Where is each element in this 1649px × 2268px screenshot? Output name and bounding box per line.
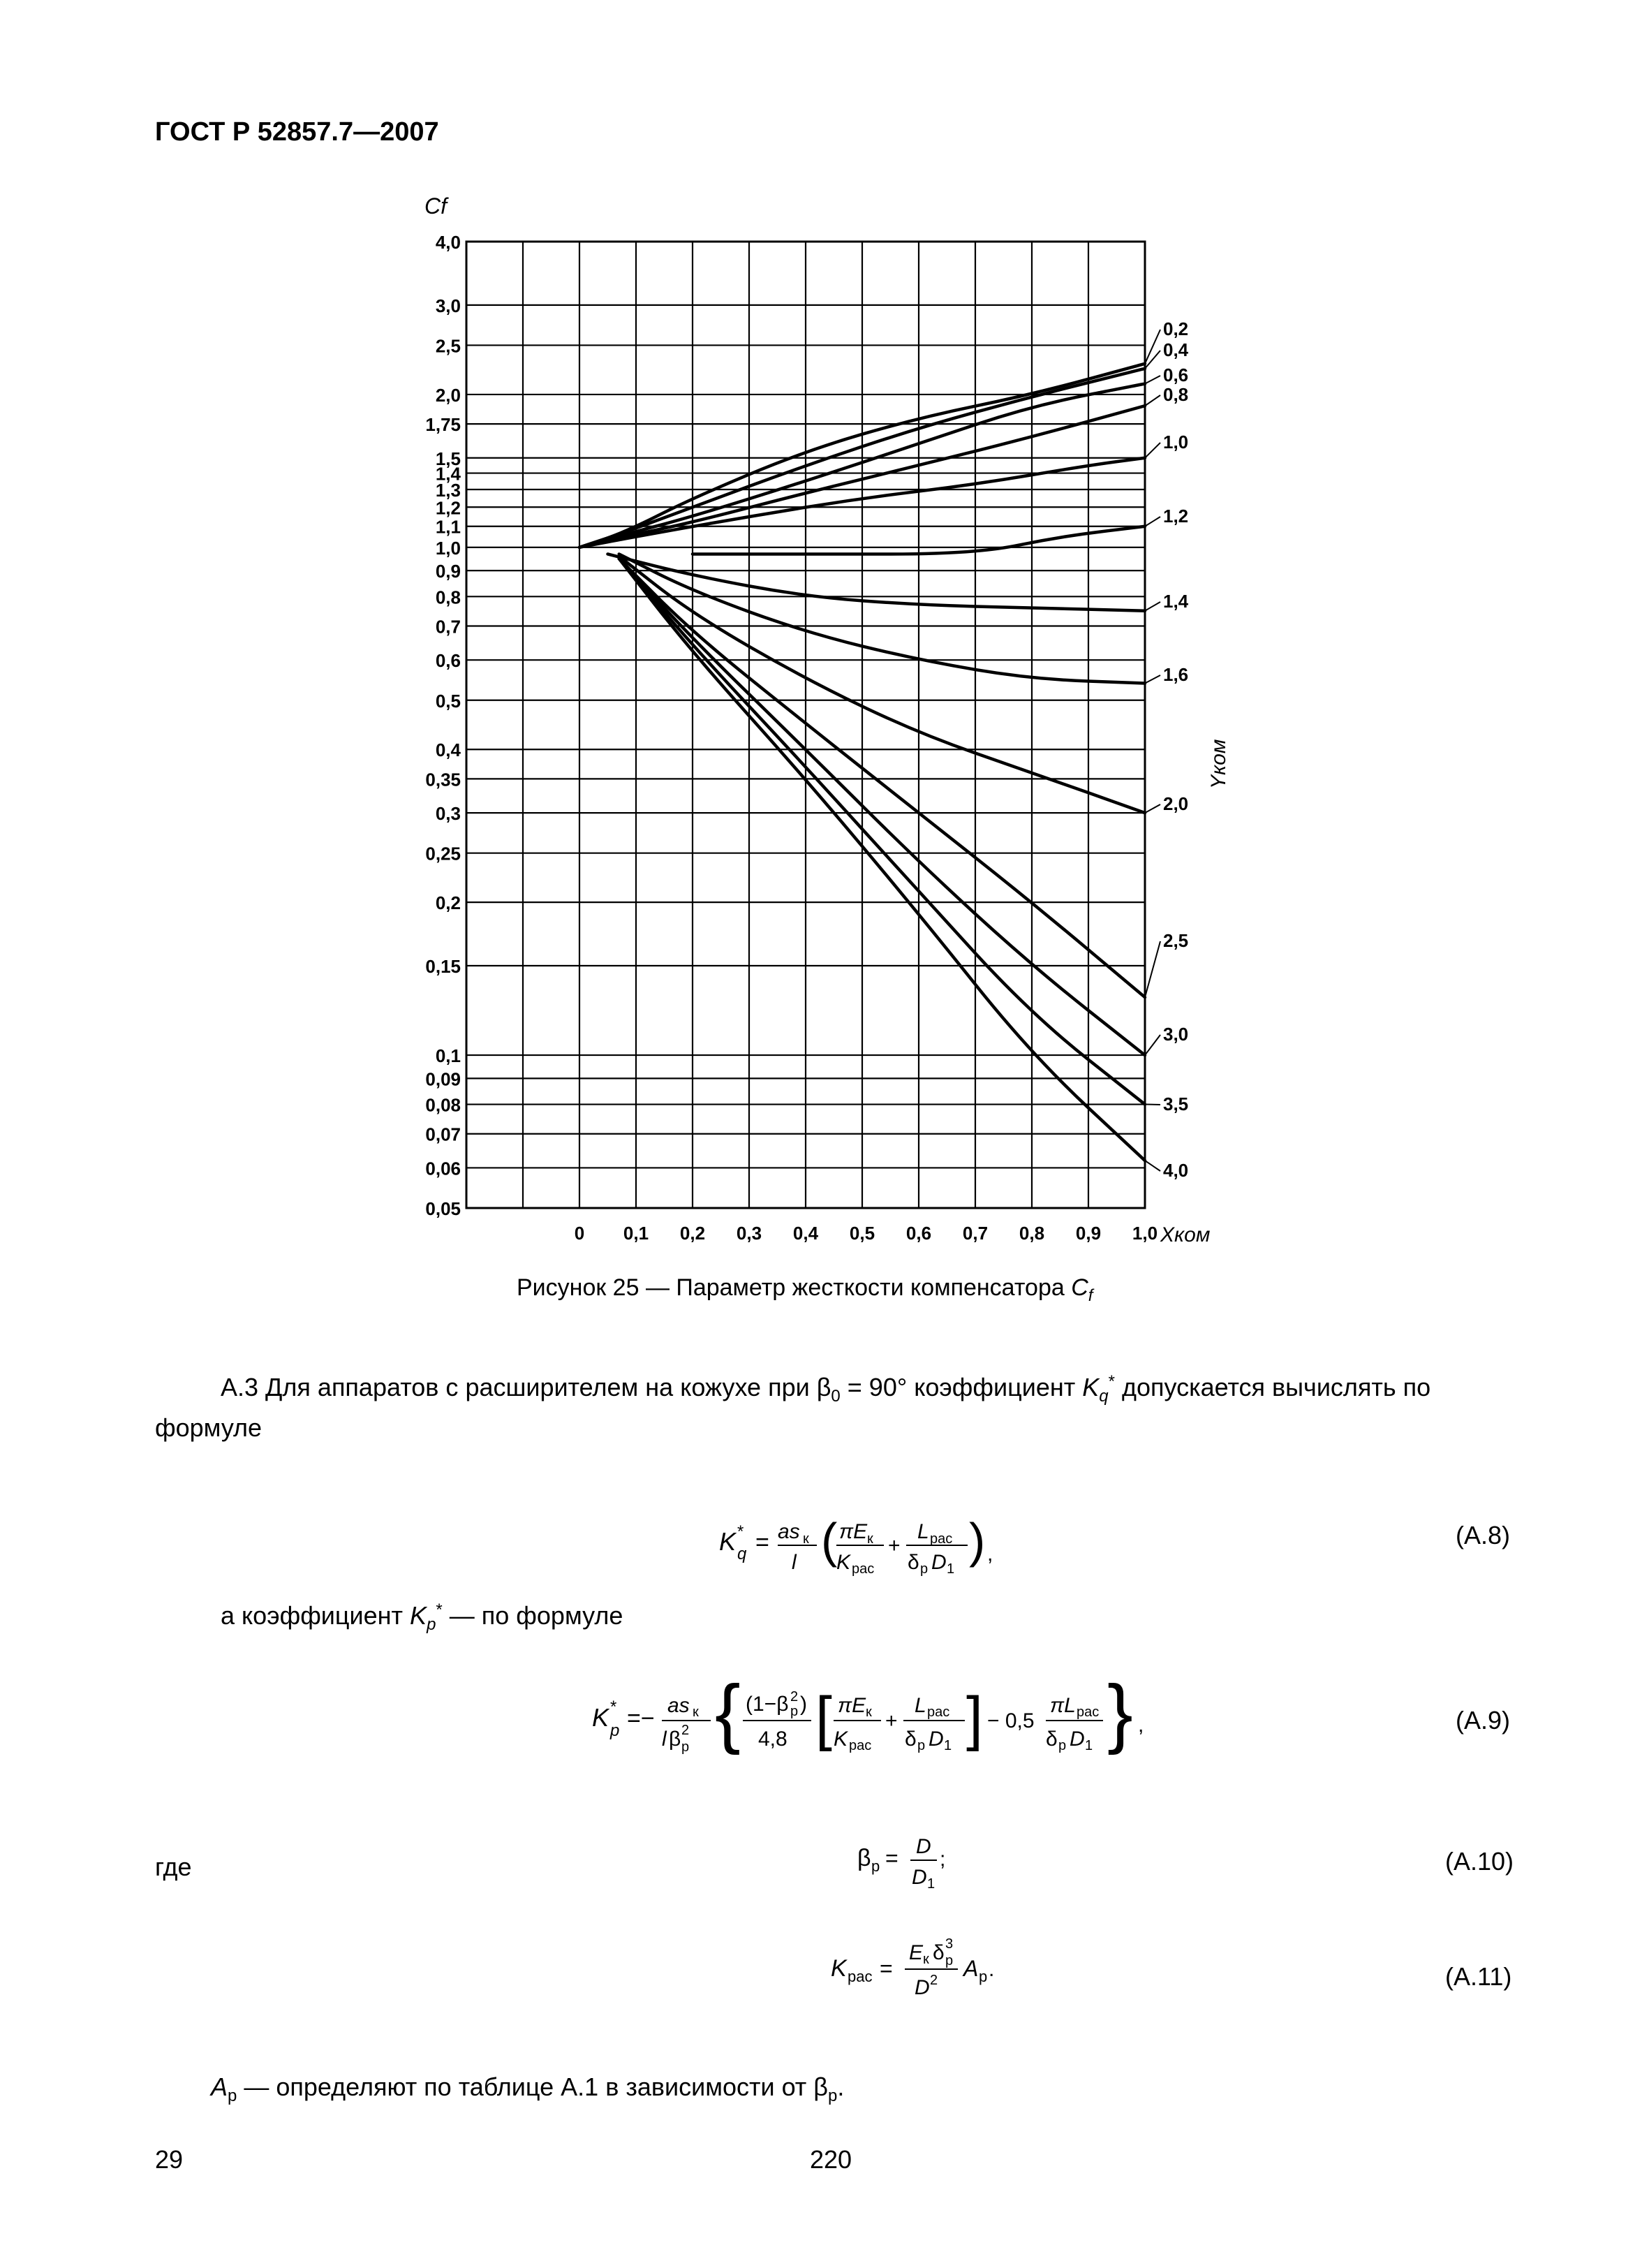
svg-text:δ: δ [1046, 1728, 1058, 1751]
svg-text:A: A [963, 1956, 979, 1981]
svg-text:р: р [979, 1968, 988, 1985]
curve-label-leader [1145, 376, 1160, 384]
svg-text:2: 2 [681, 1723, 690, 1738]
curve-y-1-4 [608, 554, 1146, 610]
y-tick-label: 0,7 [435, 616, 461, 638]
formula-a8-graphic [719, 1505, 1026, 1582]
curve-label: 1,0 [1163, 432, 1189, 452]
equation-number-a10: (А.10) [1445, 1847, 1514, 1876]
svg-text:πE: πE [839, 1520, 868, 1543]
y-tick-label: 1,0 [435, 537, 461, 559]
curve-label: 0,2 [1163, 318, 1189, 339]
y-tick-label: 0,2 [435, 892, 461, 914]
figure-caption [517, 1274, 1093, 1306]
svg-text:р: р [920, 1561, 929, 1577]
svg-text:р: р [917, 1738, 926, 1753]
x-tick-label: 0,4 [792, 1223, 819, 1244]
y-tick-label: 0,07 [425, 1124, 461, 1145]
svg-text:рас: рас [1077, 1704, 1100, 1720]
paragraph-a3-line1: А.3 Для аппаратов с расширителем на кожухе при $\beta_0 = 90^\circ$ коэффициент $K_q^*$ допускается вычислять по [221, 1372, 1431, 1406]
y-tick-label: 0,06 [425, 1158, 461, 1179]
svg-text:к: к [867, 1531, 873, 1547]
svg-text:): ) [800, 1693, 807, 1716]
svg-text:рас: рас [849, 1738, 872, 1753]
svg-text:р: р [945, 1953, 954, 1968]
x-axis-title: Xком [1160, 1223, 1211, 1246]
svg-text:K: K [836, 1551, 851, 1574]
svg-text:р: р [1058, 1738, 1067, 1753]
where-label: где [155, 1853, 192, 1881]
y-tick-label: 0,15 [425, 956, 461, 978]
curve-label: 1,2 [1163, 506, 1189, 526]
svg-text:πE: πE [838, 1694, 866, 1717]
svg-text:[: [ [815, 1685, 832, 1752]
y-tick-label: 1,5 [435, 448, 461, 469]
curve-label: 1,6 [1163, 664, 1189, 685]
y-tick-label: 1,75 [425, 414, 461, 436]
note-ap: $A_р$ — определяют по таблице А.1 в зависимости от $\beta_р$. [211, 2072, 845, 2106]
y-tick-label: 0,6 [435, 650, 461, 672]
svg-text:1: 1 [947, 1561, 955, 1577]
y-tick-label: 0,05 [425, 1198, 461, 1219]
curve-label: 3,0 [1163, 1024, 1189, 1045]
curve-label-leader [1145, 675, 1160, 683]
svg-text:D: D [1070, 1728, 1085, 1751]
formula-a10-graphic [857, 1822, 983, 1892]
svg-text:1: 1 [944, 1738, 952, 1753]
formula-a8 [719, 1505, 1026, 1588]
formula-a10 [857, 1822, 983, 1899]
curve-label-leader [1145, 1035, 1160, 1055]
x-tick-label: 0,5 [849, 1223, 875, 1244]
svg-text:р: р [871, 1857, 880, 1875]
curve-family-title: Yком [1207, 739, 1230, 789]
curve-label-leader [1145, 443, 1160, 458]
svg-text:D: D [912, 1866, 927, 1889]
curve-label-leader [1145, 517, 1160, 526]
curve-label-leader [1145, 395, 1160, 406]
y-tick-label: 1,3 [435, 479, 461, 501]
formula-a9 [592, 1676, 1192, 1773]
svg-text:as: as [667, 1694, 690, 1717]
formula-a11 [831, 1927, 1040, 2010]
svg-text:+: + [888, 1534, 901, 1557]
svg-text:p: p [610, 1721, 620, 1740]
curve-y-2-0 [619, 557, 1145, 813]
paragraph-a3-line2: формуле [155, 1413, 262, 1442]
y-tick-label: 0,9 [435, 561, 461, 582]
svg-text:1: 1 [1085, 1738, 1093, 1753]
svg-text:=−: =− [627, 1705, 655, 1732]
page-number-center: 220 [810, 2145, 852, 2174]
y-tick-label: 2,5 [435, 335, 461, 357]
svg-text:р: р [790, 1704, 799, 1719]
curve-y-3-5 [619, 559, 1145, 1105]
svg-text:δ: δ [905, 1728, 917, 1751]
curve-label: 0,8 [1163, 384, 1189, 405]
svg-text:L: L [917, 1520, 929, 1543]
svg-text:=: = [885, 1846, 899, 1871]
x-tick-label: 0,7 [962, 1223, 989, 1244]
formula-a9-graphic [592, 1676, 1192, 1767]
svg-text:3: 3 [945, 1936, 954, 1952]
svg-text:πL: πL [1050, 1694, 1076, 1717]
svg-text:D: D [916, 1835, 931, 1858]
svg-text:2: 2 [790, 1689, 799, 1704]
svg-text:− 0,5: − 0,5 [987, 1709, 1035, 1732]
svg-text:E: E [909, 1941, 924, 1964]
svg-text:1: 1 [927, 1876, 936, 1892]
x-tick-label: 0 [574, 1223, 585, 1244]
svg-text:]: ] [966, 1685, 983, 1752]
equation-number-a9: (А.9) [1456, 1706, 1511, 1735]
svg-text:к: к [923, 1952, 929, 1967]
svg-text:K: K [592, 1703, 609, 1732]
y-tick-label: 0,25 [425, 843, 461, 864]
svg-text:D: D [931, 1551, 947, 1574]
svg-text:δ: δ [933, 1941, 945, 1964]
svg-text:рас: рас [848, 1968, 873, 1985]
y-tick-label: 4,0 [435, 232, 461, 253]
y-tick-label: 3,0 [435, 295, 461, 316]
svg-text:+: + [885, 1709, 898, 1732]
svg-text:*: * [737, 1522, 744, 1541]
svg-text:l: l [662, 1728, 667, 1751]
svg-text:=: = [755, 1529, 769, 1556]
svg-text:рас: рас [927, 1704, 950, 1720]
curve-label: 1,4 [1163, 591, 1189, 612]
y-tick-label: 2,0 [435, 384, 461, 406]
y-tick-label: 0,4 [435, 739, 461, 761]
svg-text:{: { [715, 1676, 741, 1755]
curve-label-leader [1145, 804, 1160, 813]
svg-text:β: β [857, 1845, 871, 1871]
page-number-left: 29 [155, 2145, 184, 2174]
curve-label: 3,5 [1163, 1094, 1189, 1114]
svg-text:K: K [719, 1527, 737, 1556]
curve-y-2-5 [619, 559, 1145, 997]
equation-number-a11: (А.11) [1445, 1962, 1512, 1991]
svg-text:K: K [834, 1728, 848, 1751]
curve-label: 0,6 [1163, 364, 1189, 385]
svg-text:рас: рас [930, 1531, 953, 1547]
y-tick-label: 1,2 [435, 497, 461, 519]
svg-text:к: к [803, 1531, 809, 1547]
svg-text:,: , [1138, 1714, 1144, 1737]
svg-text:,: , [987, 1542, 993, 1566]
svg-text:;: ; [940, 1848, 946, 1871]
svg-text:(: ( [821, 1513, 838, 1568]
svg-text:=: = [880, 1956, 893, 1981]
svg-text:р: р [681, 1739, 690, 1755]
svg-text:(1−β: (1−β [746, 1693, 789, 1716]
x-tick-label: 0,1 [623, 1223, 649, 1244]
svg-text:.: . [989, 1958, 995, 1981]
y-tick-label: 1,4 [435, 463, 461, 485]
svg-text:к: к [866, 1704, 872, 1720]
formula-a11-graphic [831, 1927, 1040, 2004]
svg-text:}: } [1107, 1676, 1133, 1755]
paragraph-kp: а коэффициент $K_p^*$ — по формуле [221, 1600, 623, 1635]
curve-label-leader [1145, 941, 1160, 997]
svg-text:L: L [915, 1694, 926, 1717]
y-tick-label: 1,1 [435, 516, 461, 538]
x-tick-label: 0,6 [905, 1223, 932, 1244]
x-tick-label: 0,2 [679, 1223, 706, 1244]
y-axis-title: Cf [424, 193, 447, 219]
curve-label: 2,0 [1163, 793, 1189, 814]
svg-text:q: q [737, 1545, 747, 1563]
document-code: ГОСТ Р 52857.7—2007 [155, 117, 439, 147]
svg-text:K: K [831, 1955, 847, 1982]
svg-text:β: β [669, 1728, 681, 1751]
y-tick-label: 0,09 [425, 1068, 461, 1090]
curve-label: 4,0 [1163, 1160, 1189, 1181]
svg-text:*: * [610, 1698, 617, 1716]
x-tick-label: 0,3 [736, 1223, 762, 1244]
curve-label-leader [1145, 602, 1160, 611]
svg-text:рас: рас [852, 1561, 875, 1577]
y-tick-label: 0,08 [425, 1094, 461, 1116]
curve-label: 2,5 [1163, 930, 1189, 951]
svg-text:4,8: 4,8 [758, 1728, 787, 1751]
x-tick-label: 1,0 [1132, 1223, 1158, 1244]
curve-label: 0,4 [1163, 339, 1189, 360]
x-tick-label: 0,9 [1075, 1223, 1102, 1244]
y-tick-label: 0,8 [435, 587, 461, 608]
svg-text:): ) [969, 1513, 986, 1568]
y-tick-label: 0,3 [435, 803, 461, 825]
svg-text:l: l [792, 1551, 797, 1574]
svg-text:as: as [778, 1520, 800, 1543]
equation-number-a8: (А.8) [1456, 1521, 1511, 1549]
svg-text:к: к [693, 1704, 699, 1720]
y-tick-label: 0,35 [425, 769, 461, 790]
curve-label-leader [1145, 1161, 1160, 1171]
x-tick-label: 0,8 [1019, 1223, 1045, 1244]
curve-y-1-6 [619, 554, 1145, 683]
svg-text:D: D [915, 1976, 930, 1999]
svg-text:δ: δ [908, 1551, 919, 1574]
y-tick-label: 0,5 [435, 690, 461, 712]
caption-text: Рисунок 25 — Параметр жесткости компенсатора $C_f$ [517, 1274, 1093, 1305]
svg-text:D: D [929, 1728, 944, 1751]
y-tick-label: 0,1 [435, 1045, 461, 1067]
svg-text:2: 2 [930, 1973, 938, 1988]
